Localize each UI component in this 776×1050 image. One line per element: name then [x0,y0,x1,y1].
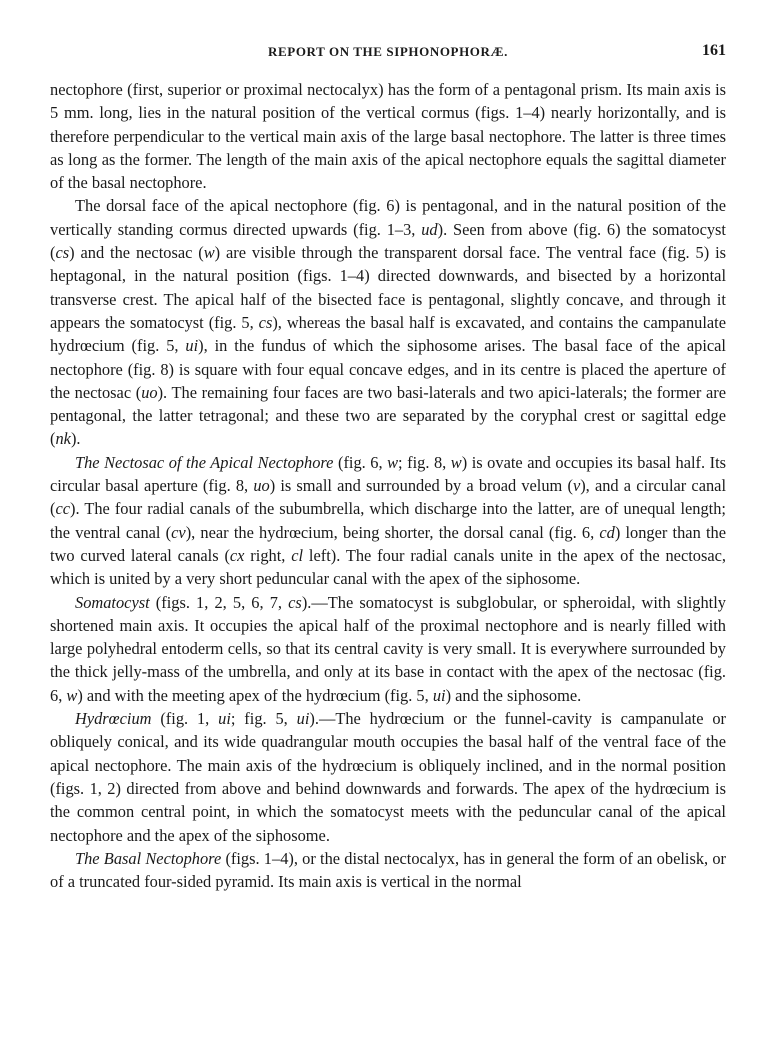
italic-text-run: Somatocyst [75,592,150,612]
italic-text-run: cs [258,312,273,332]
text-run: ), near the hydrœcium, being shorter, the dorsal canal (fig. 6, [185,522,600,542]
italic-text-run: cd [599,522,615,542]
italic-text-run: nk [55,429,71,449]
italic-text-run: cv [171,522,186,542]
italic-text-run: ui [218,709,231,729]
running-head [50,40,726,64]
text-run: (fig. 6, [333,452,388,472]
italic-text-run: w [387,452,399,472]
paragraph [50,451,726,591]
italic-text-run: v [572,476,581,496]
italic-text-run: cs [288,592,302,612]
book-page [50,40,726,893]
text-run: ), and a circular canal ( [50,476,727,519]
text-run: ) and with the meeting apex of the hydrœcium (fig. 5, [77,685,433,705]
text-run: nectophore (first, superior or proximal nectocalyx) has the form of a pentagonal prism. Its main axis is 5 mm. long, lies in the natural position of the vertical cormus (figs. 1–4) nearly horizontally, and is therefore perpendicular to the vertical main axis of the large basal nectophore. The latter is three times as long as the former. The length of the main axis of the apical nectophore equals the sagittal diameter of the basal nectophore. [50,80,726,193]
paragraph [50,707,726,847]
italic-text-run: cs [55,243,70,263]
italic-text-run: ud [421,219,438,239]
italic-text-run: cx [229,545,245,565]
text-run: (figs. 1–4), or the distal nectocalyx, has in general the form of an obelisk, or of a truncated four-sided pyramid. Its main axis is vertical in the normal [50,848,726,892]
paragraph [50,194,726,450]
italic-text-run: ui [432,685,446,705]
text-run: ). Seen from above (fig. 6) the somatocyst ( [50,219,726,263]
text-run: ). The four radial canals of the subumbrella, which discharge into the latter, are of unequal length; the ventral canal ( [50,499,726,542]
text-run: ).—The somatocyst is subglobular, or spheroidal, with slightly shortened main axis. It occupies the apical half of the proximal nectophore and is nearly filled with large polyhedral entoderm cells, so that its central cavity is very small. It is everywhere surrounded by the thick jelly-mass of the umbrella, and only at its base in contact with the apex of the nectosac (fig. 6, [50,592,726,705]
paragraph [50,847,726,894]
text-run: ) are visible through the transparent dorsal face. The ventral face (fig. 5) is heptagonal, in the natural position (figs. 1–4) directed downwards, and bisected by a horizontal transverse crest. The apical half of the bisected face is pentagonal, slightly concave, and through it appears the somatocyst (fig. 5, [50,243,726,332]
italic-text-run: ui [296,709,310,729]
text-run: ), in the fundus of which the siphosome arises. The basal face of the apical nectophore (fig. 8) is square with four equal concave edges, and in its centre is placed the aperture of the nectosac ( [50,336,726,402]
paragraph [50,78,726,194]
italic-text-run: w [450,452,462,472]
text-run: ) is small and surrounded by a broad velum ( [269,476,573,496]
text-run: ) and the nectosac ( [69,243,204,263]
paragraph [50,591,726,707]
text-run: ) longer than the two curved lateral canals ( [50,522,726,565]
text-run: (figs. 1, 2, 5, 6, 7, [149,592,289,612]
italic-text-run: w [66,685,78,705]
italic-text-run: The Basal Nectophore [75,848,222,868]
italic-text-run: uo [141,382,158,402]
italic-text-run: cl [291,545,304,565]
text-run: ). [70,429,81,449]
text-run: ; fig. 8, [398,452,451,472]
text-run: ), whereas the basal half is excavated, and contains the campanulate hydrœcium (fig. 5, [50,312,726,356]
italic-text-run: uo [253,476,270,496]
text-run: right, [244,545,292,565]
body-text [50,78,726,893]
page-number: 161 [702,42,726,59]
italic-text-run: The Nectosac of the Apical Nectophore [75,452,334,472]
text-run: The dorsal face of the apical nectophore (fig. 6) is pentagonal, and in the natural position of the vertically standing cormus directed upwards (fig. 1–3, [50,196,726,239]
text-run: (fig. 1, [151,709,219,729]
italic-text-run: w [203,243,215,263]
text-run: ; fig. 5, [230,709,297,729]
running-title: REPORT ON THE SIPHONOPHORÆ. [268,44,508,59]
italic-text-run: Hydrœcium [75,709,152,729]
italic-text-run: ui [185,336,199,356]
text-run: ) and the siphosome. [445,685,582,705]
text-run: ) is ovate and occupies its basal half. Its circular basal aperture (fig. 8, [50,452,727,496]
text-run: ). The remaining four faces are two basi-laterals and two apici-laterals; the former are pentagonal, the latter tetragonal; and these two are separated by the coryphal crest or sagittal edge ( [50,382,726,449]
italic-text-run: cc [55,499,71,519]
text-run: ).—The hydrœcium or the funnel-cavity is campanulate or obliquely conical, and its wide quadrangular mouth occupies the basal half of the ventral face of the apical nectophore. The main axis of the hydrœcium is obliquely inclined, and in the normal position (figs. 1, 2) directed from above and behind downwards and forwards. The apex of the hydrœcium is the common central point, in which the somatocyst meets with the peduncular canal of the apical nectophore and the apex of the siphosome. [50,709,726,845]
text-run: left). The four radial canals unite in the apex of the nectosac, which is united by a very short peduncular canal with the apex of the siphosome. [50,545,727,589]
